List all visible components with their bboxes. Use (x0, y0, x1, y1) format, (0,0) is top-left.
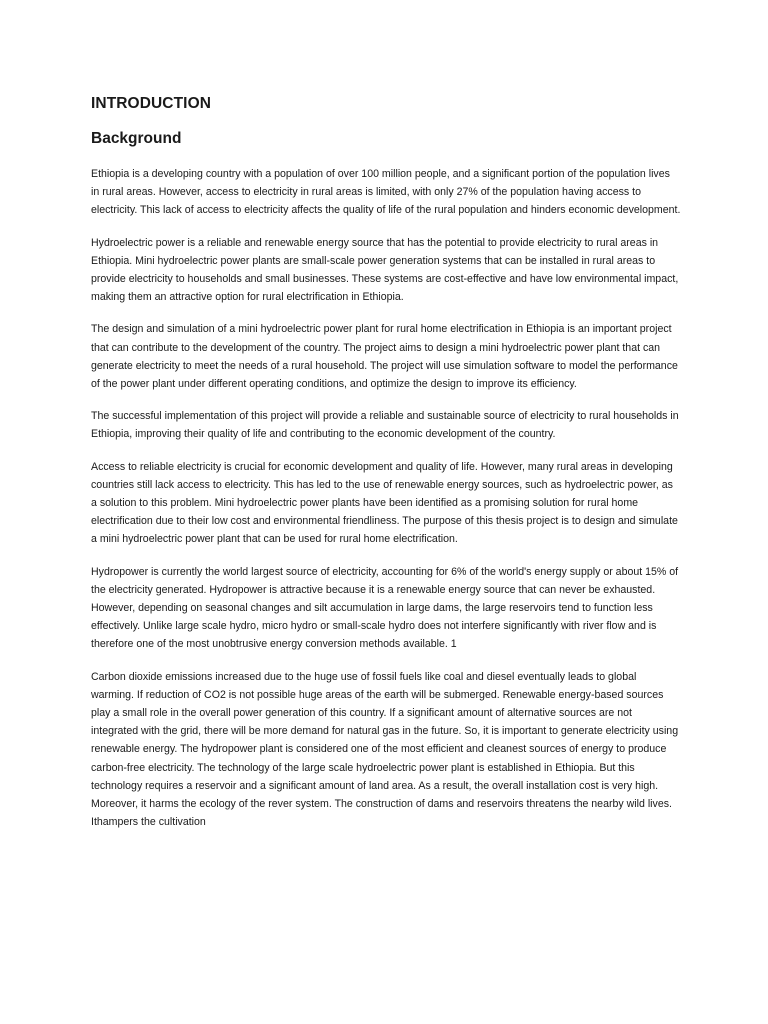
subsection-heading: Background (91, 130, 182, 147)
document-body (91, 94, 681, 846)
paragraph: Access to reliable electricity is crucial for economic development and quality of life. However, many rural areas in developing countries still lack access to electricity. This has led to the use of renewable energy sources, such as hydroelectric power, as a solution to this problem. Mini hydroelectric power plants have been identified as a promising solution for rural home electrification due to their low cost and environmental friendliness. The purpose of this thesis project is to design and simulate a mini hydroelectric power plant that can be used for rural home electrification. (91, 460, 678, 546)
section-heading: INTRODUCTION (91, 95, 212, 112)
paragraph: The design and simulation of a mini hydroelectric power plant for rural home electrification in Ethiopia is an important project that can contribute to the development of the country. The project aims to design a mini hydroelectric power plant that can generate electricity to meet the needs of a rural household. The project will use simulation software to model the performance of the power plant under different operating conditions, and optimize the design to improve its efficiency. (91, 323, 678, 391)
paragraph: Hydroelectric power is a reliable and renewable energy source that has the potential to provide electricity to rural areas in Ethiopia. Mini hydroelectric power plants are small-scale power generation systems that can be installed in rural areas to provide electricity to households and small businesses. These systems are cost-effective and have low environmental impact, making them an attractive option for rural electrification in Ethiopia. (91, 236, 679, 304)
paragraph: Carbon dioxide emissions increased due to the huge use of fossil fuels like coal and diesel eventually leads to global warming. If reduction of CO2 is not possible huge areas of the earth will be submerged. Renewable energy-based sources play a small role in the overall power generation of this country. If a significant amount of alternative sources are not integrated with the grid, there will be more demand for natural gas in the future. So, it is important to generate electricity using renewable energy. The hydropower plant is considered one of the most efficient and cleanest sources of energy to produce carbon-free electricity. The technology of the large scale hydroelectric power plant is established in Ethiopia. But this technology requires a reservoir and a significant amount of land area. As a result, the overall installation cost is very high. Moreover, it harms the ecology of the rever system. The construction of dams and reservoirs threatens the nearby wild lives. Ithampers the cultivation (91, 670, 679, 829)
paragraph: Ethiopia is a developing country with a population of over 100 million people, and a significant portion of the population lives in rural areas. However, access to electricity in rural areas is limited, with only 27% of the population having access to electricity. This lack of access to electricity affects the quality of life of the rural population and hinders economic development. (91, 168, 681, 217)
paragraph: The successful implementation of this project will provide a reliable and sustainable source of electricity to rural households in Ethiopia, improving their quality of life and contributing to the economic development of the country. (91, 410, 679, 441)
paragraph: Hydropower is currently the world largest source of electricity, accounting for 6% of the world's energy supply or about 15% of the electricity generated. Hydropower is attractive because it is a renewable energy source that can never be exhausted. However, depending on seasonal changes and silt accumulation in large dams, the large reservoirs tend to function less effectively. Unlike large scale hydro, micro hydro or small-scale hydro does not interfere significantly with river flow and is therefore one of the most unobtrusive energy conversion methods available. 1 (91, 565, 679, 651)
